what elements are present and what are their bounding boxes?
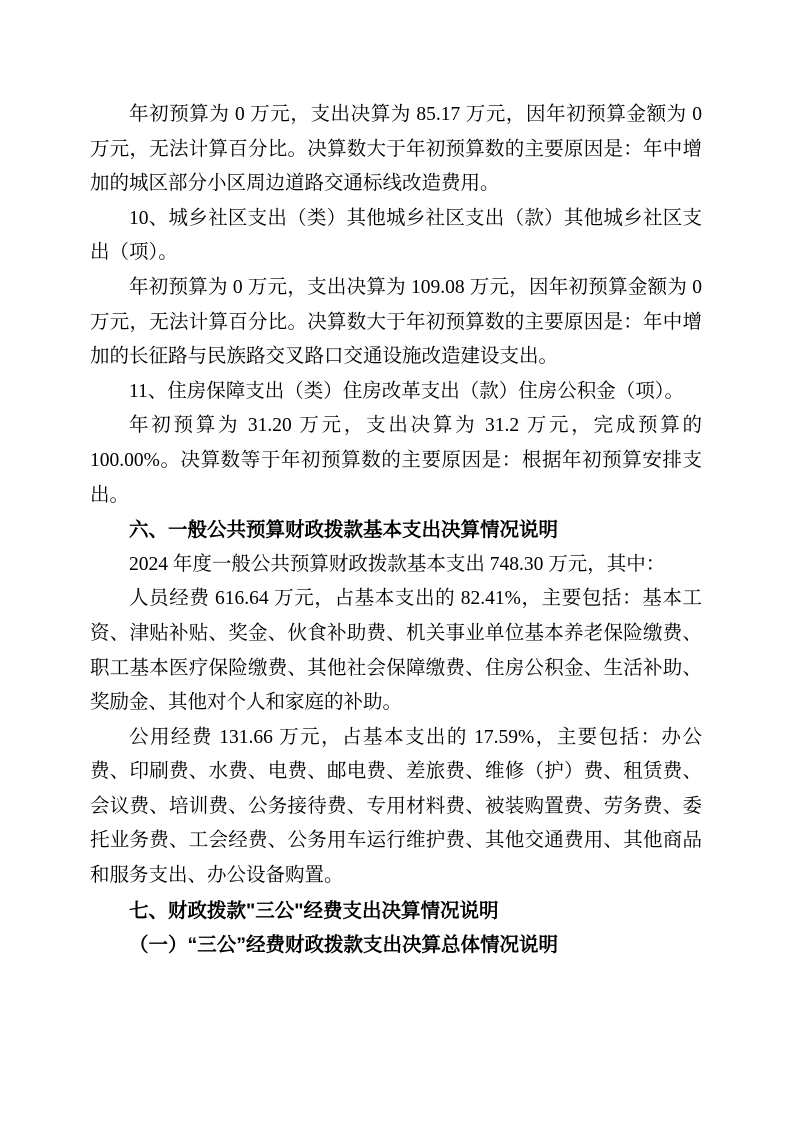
paragraph-item11-budget-explanation: 年初预算为 31.20 万元，支出决算为 31.2 万元，完成预算的 100.00%。决算数等于年初预算数的主要原因是：根据年初预算安排支出。 (90, 415, 702, 506)
heading-section-6: 六、一般公共预算财政拨款基本支出决算情况说明 (129, 519, 559, 542)
paragraph-public-expenses: 公用经费 131.66 万元，占基本支出的 17.59%，主要包括：办公费、印刷费、水费、电费、邮电费、差旅费、维修（护）费、租赁费、会议费、培训费、公务接待费、专用材料费、被装购置费、劳务费、委托业务费、工会经费、公务用车运行维护费、其他交通费用、其他商品和服务支出、办公设备购置。 (90, 726, 702, 887)
paragraph-personnel-expenses: 人员经费 616.64 万元，占基本支出的 82.41%，主要包括：基本工资、津贴补贴、奖金、伙食补助费、机关事业单位基本养老保险缴费、职工基本医疗保险缴费、其他社会保障缴费、住房公积金、生活补助、奖励金、其他对个人和家庭的补助。 (90, 588, 702, 714)
paragraph-item10-budget-explanation: 年初预算为 0 万元，支出决算为 109.08 万元，因年初预算金额为 0 万元，无法计算百分比。决算数大于年初预算数的主要原因是：年中增加的长征路与民族路交叉路口交通设施改造建设支出。 (90, 276, 702, 368)
paragraph-basic-expenditure-total: 2024 年度一般公共预算财政拨款基本支出 748.30 万元，其中： (129, 553, 666, 575)
paragraph-item9-budget-explanation: 年初预算为 0 万元，支出决算为 85.17 万元，因年初预算金额为 0 万元，无法计算百分比。决算数大于年初预算数的主要原因是：年中增加的城区部分小区周边道路交通标线改造费用。 (90, 104, 702, 195)
document-body (90, 98, 702, 963)
heading-section-7: 七、财政拨款"三公"经费支出决算情况说明 (129, 899, 499, 922)
heading-section-7-1: （一）“三公”经费财政拨款支出决算总体情况说明 (129, 934, 559, 957)
paragraph-item10-title: 10、城乡社区支出（类）其他城乡社区支出（款）其他城乡社区支出（项）。 (90, 207, 702, 264)
paragraph-item11-title: 11、住房保障支出（类）住房改革支出（款）住房公积金（项）。 (129, 380, 685, 402)
